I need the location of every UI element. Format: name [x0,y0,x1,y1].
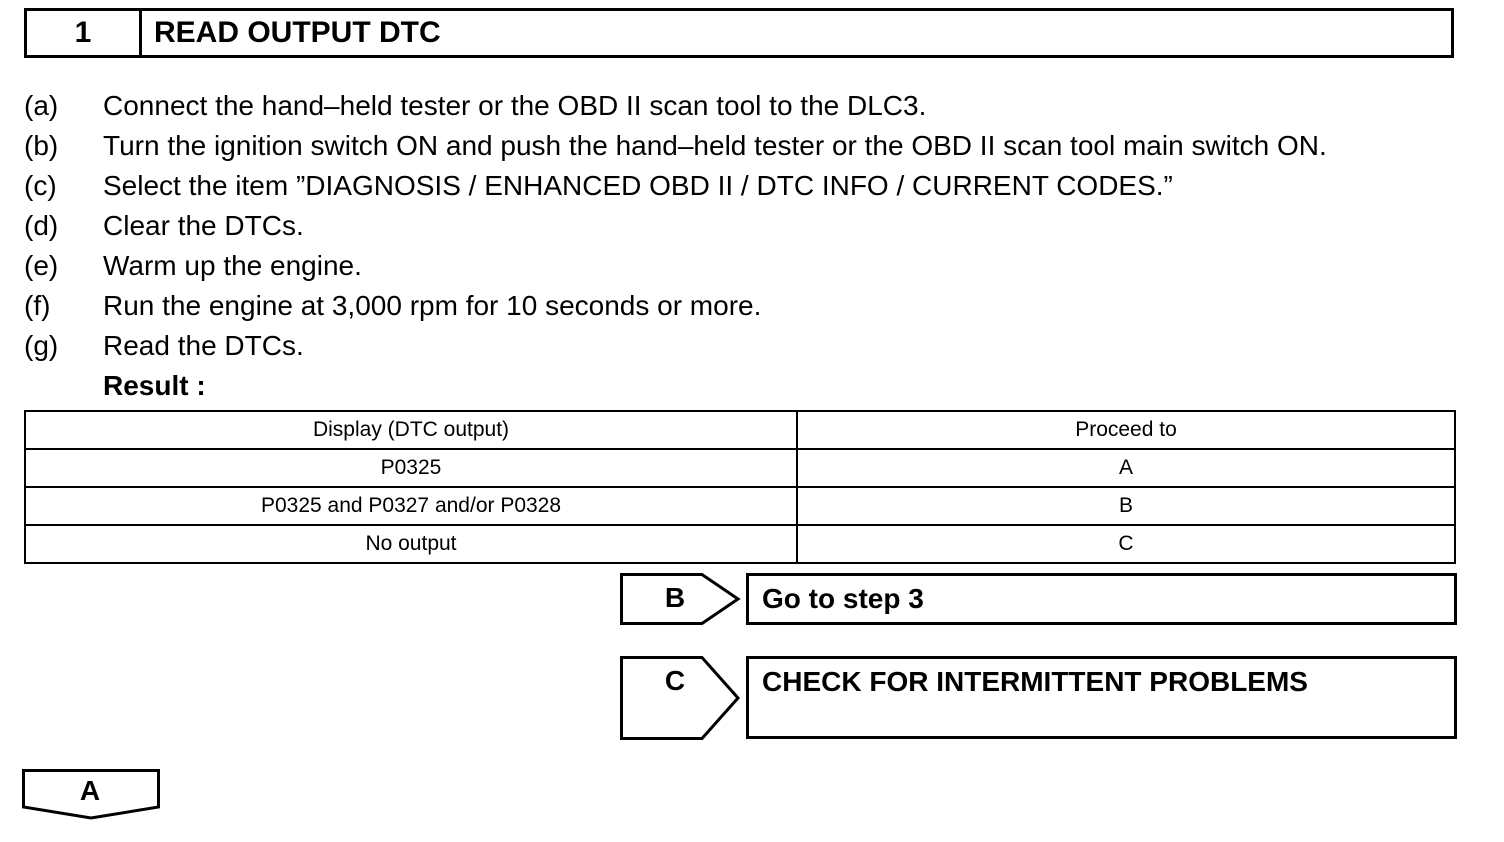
instruction-text: Read the DTCs. [103,330,304,361]
branch-c-letter: C [664,665,686,696]
table-header-row [25,411,1455,449]
instruction-letter: (d) [24,210,59,241]
instruction-list [24,86,1484,406]
instruction-text: Run the engine at 3,000 rpm for 10 seconds or more. [103,290,762,321]
instruction-letter: (b) [24,130,59,161]
instruction-item [24,326,1484,366]
instruction-item [24,166,1484,206]
instruction-text: Turn the ignition switch ON and push the hand–held tester or the OBD II scan tool main switch ON. [103,130,1327,161]
instruction-letter: (g) [24,330,59,361]
table-row [25,487,1455,525]
instruction-item [24,86,1484,126]
instruction-item [24,126,1484,166]
branch-a-letter: A [79,775,101,806]
result-table [24,410,1456,564]
instruction-letter: (a) [24,90,59,121]
branch-c-box: CHECK FOR INTERMITTENT PROBLEMS [746,656,1457,739]
branch-b-letter: B [664,582,686,613]
table-cell: No output [25,525,797,563]
instruction-text: Clear the DTCs. [103,210,304,241]
instruction-item [24,206,1484,246]
instruction-text: Select the item ”DIAGNOSIS / ENHANCED OBD II / DTC INFO / CURRENT CODES.” [103,170,1173,201]
table-row [25,525,1455,563]
instruction-text: Connect the hand–held tester or the OBD II scan tool to the DLC3. [103,90,927,121]
table-cell: A [797,449,1455,487]
branch-b-tag [620,573,742,625]
step-number: 1 [27,11,142,55]
table-header-cell: Display (DTC output) [25,411,797,449]
instruction-item [24,286,1484,326]
branch-b-box: Go to step 3 [746,573,1457,625]
result-label: Result : [103,370,206,401]
instruction-letter: (c) [24,170,57,201]
table-cell: P0325 and P0327 and/or P0328 [25,487,797,525]
table-cell: B [797,487,1455,525]
instruction-text: Warm up the engine. [103,250,362,281]
table-cell: P0325 [25,449,797,487]
branch-c-tag [620,656,742,740]
instruction-item [24,246,1484,286]
table-cell: C [797,525,1455,563]
step-header [24,8,1454,58]
table-row [25,449,1455,487]
instruction-letter: (f) [24,290,51,321]
instruction-letter: (e) [24,250,59,281]
table-header-cell: Proceed to [797,411,1455,449]
step-title: READ OUTPUT DTC [154,16,441,49]
branch-a-tag [22,769,162,826]
